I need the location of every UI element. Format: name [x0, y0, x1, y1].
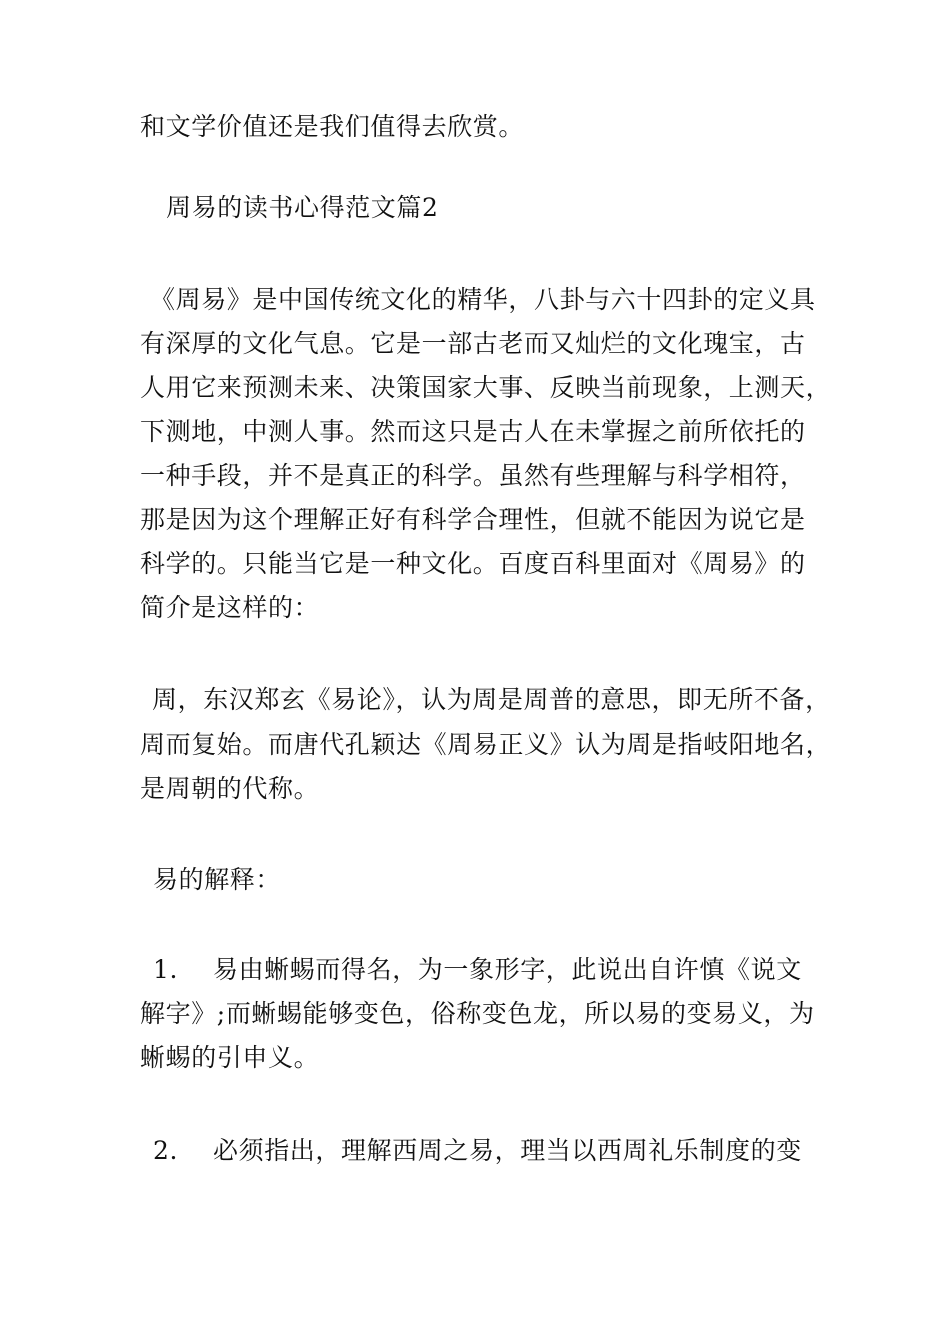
- paragraph-1-line: 科学的。只能当它是一种文化。百度百科里面对《周易》的: [140, 549, 806, 578]
- paragraph-1-line: 下测地，中测人事。然而这只是古人在未掌握之前所依托的: [140, 417, 806, 446]
- paragraph-1-line: 简介是这样的：: [140, 593, 320, 622]
- paragraph-2-line: 周而复始。而唐代孔颖达《周易正义》认为周是指岐阳地名，: [140, 730, 832, 759]
- paragraph-1-line: 有深厚的文化气息。它是一部古老而又灿烂的文化瑰宝，古: [140, 329, 806, 358]
- list-item-number: 2.: [153, 1136, 179, 1165]
- list-item-first-line: [153, 1136, 802, 1166]
- list-item-text: 易由蜥蜴而得名，为一象形字，此说出自许慎《说文: [213, 955, 802, 984]
- list-item-first-line: [153, 955, 802, 985]
- paragraph-1-line: 《周易》是中国传统文化的精华，八卦与六十四卦的定义具: [150, 285, 816, 314]
- intro-tail-text: 和文学价值还是我们值得去欣赏。: [140, 112, 525, 141]
- paragraph-2-line: 周，东汉郑玄《易论》，认为周是周普的意思，即无所不备，: [152, 685, 831, 714]
- list-item-number: 1.: [153, 955, 179, 984]
- subheading: 易的解释：: [153, 865, 282, 894]
- list-item-text: 必须指出，理解西周之易，理当以西周礼乐制度的变: [213, 1136, 802, 1165]
- paragraph-1-line: 那是因为这个理解正好有科学合理性，但就不能因为说它是: [140, 505, 806, 534]
- list-item-text: 蜥蜴的引申义。: [140, 1043, 320, 1072]
- paragraph-2-line: 是周朝的代称。: [140, 774, 320, 803]
- paragraph-1-line: 人用它来预测未来、决策国家大事、反映当前现象，上测天，: [140, 373, 832, 402]
- section-heading: 周易的读书心得范文篇2: [166, 193, 439, 222]
- list-item-text: 解字》;而蜥蜴能够变色，俗称变色龙，所以易的变易义，为: [140, 999, 815, 1028]
- paragraph-1-line: 一种手段，并不是真正的科学。虽然有些理解与科学相符，: [140, 461, 806, 490]
